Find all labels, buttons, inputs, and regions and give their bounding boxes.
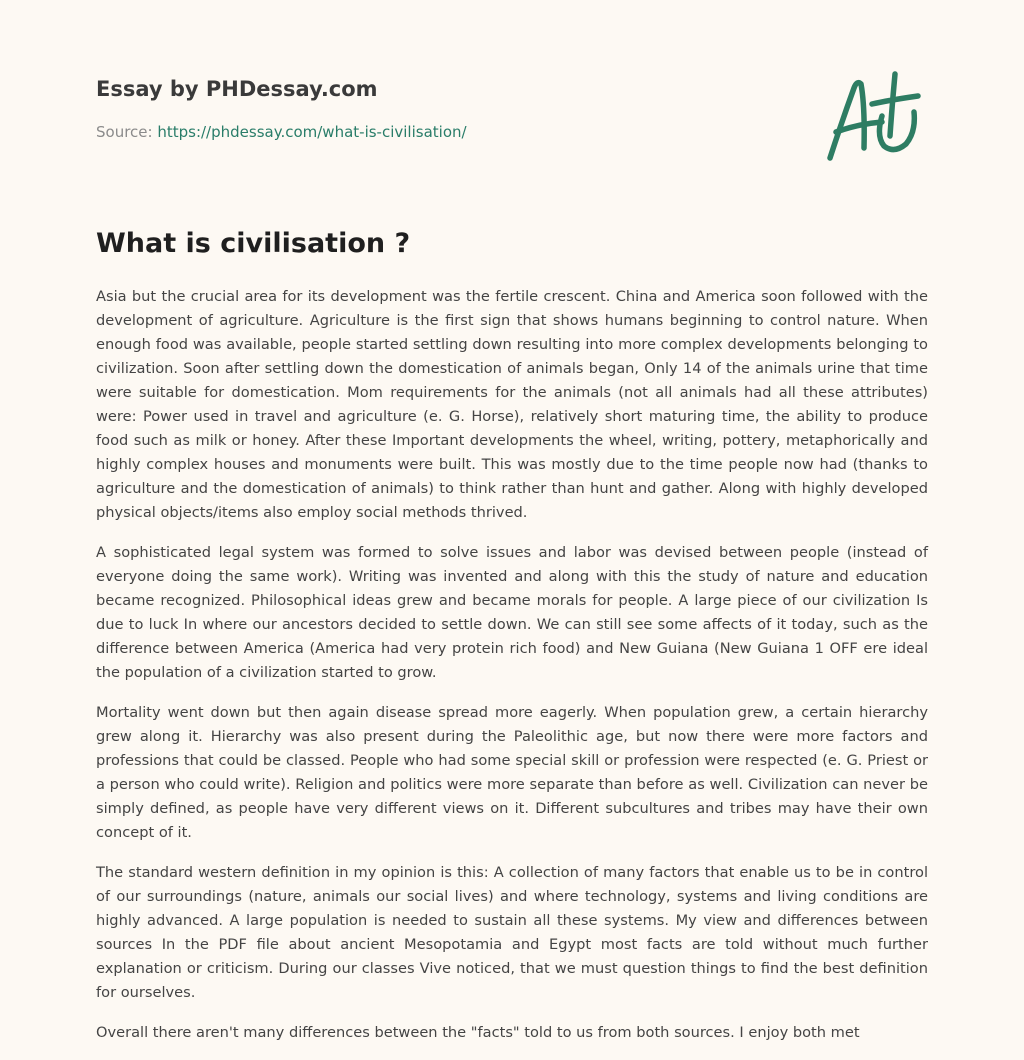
- essay-paragraph: Mortality went down but then again disease spread more eagerly. When population grew, a certain hierarchy grew along it. Hierarchy was also present during the Paleolithic age, but now there were more factors and professions that could be classed. People who had some special skill or profession were respected (e. G. Priest or a person who could write). Religion and politics were more separate than before as well. Civilization can never be simply defined, as people have very different views on it. Different subcultures and tribes may have their own concept of it.: [96, 704, 928, 841]
- essay-paragraph: Overall there aren't many differences between the "facts" told to us from both sources. I enjoy both met: [96, 1024, 860, 1041]
- essay-paragraph: The standard western definition in my opinion is this: A collection of many factors that enable us to be in control of our surroundings (nature, animals our social lives) and where technology, systems and living conditions are highly advanced. A large population is needed to sustain all these systems. My view and differences between sources In the PDF file about ancient Mesopotamia and Egypt most facts are told without much further explanation or criticism. During our classes Vive noticed, that we must question things to find the best definition for ourselves.: [96, 864, 928, 1001]
- source-label: Source:: [96, 123, 158, 141]
- source-link[interactable]: https://phdessay.com/what-is-civilisation/: [157, 123, 467, 141]
- essay-paragraph: Asia but the crucial area for its development was the fertile crescent. China and America soon followed with the development of agriculture. Agriculture is the first sign that shows humans beginning to control nature. When enough food was available, people started settling down resulting into more complex developments belonging to civilization. Soon after settling down the domestication of animals began, Only 14 of the animals urine that time were suitable for domestication. Mom requirements for the animals (not all animals had all these attributes) were: Power used in travel and agriculture (e. G. Horse), relatively short maturing time, the ability to produce food such as milk or honey. After these Important developments the wheel, writing, pottery, metaphorically and highly complex houses and monuments were built. This was mostly due to the time people now had (thanks to agriculture and the domestication of animals) to think rather than hunt and gather. Along with highly developed physical objects/items also employ social methods thrived.: [96, 288, 928, 521]
- brand-title: Essay by PHDessay.com: [96, 77, 378, 101]
- essay-paragraph: A sophisticated legal system was formed to solve issues and labor was devised between people (instead of everyone doing the same work). Writing was invented and along with this the study of nature and education became recognized. Philosophical ideas grew and became morals for people. A large piece of our civilization Is due to luck In where our ancestors decided to settle down. We can still see some affects of it today, such as the difference between America (America had very protein rich food) and New Guiana (New Guiana 1 OFF ere ideal the population of a civilization started to grow.: [96, 544, 928, 681]
- essay-title: What is civilisation ?: [96, 228, 411, 259]
- essay-header: [96, 74, 928, 174]
- a-plus-grade-icon: [820, 66, 930, 166]
- source-line: [96, 122, 467, 142]
- essay-body: [96, 285, 928, 1060]
